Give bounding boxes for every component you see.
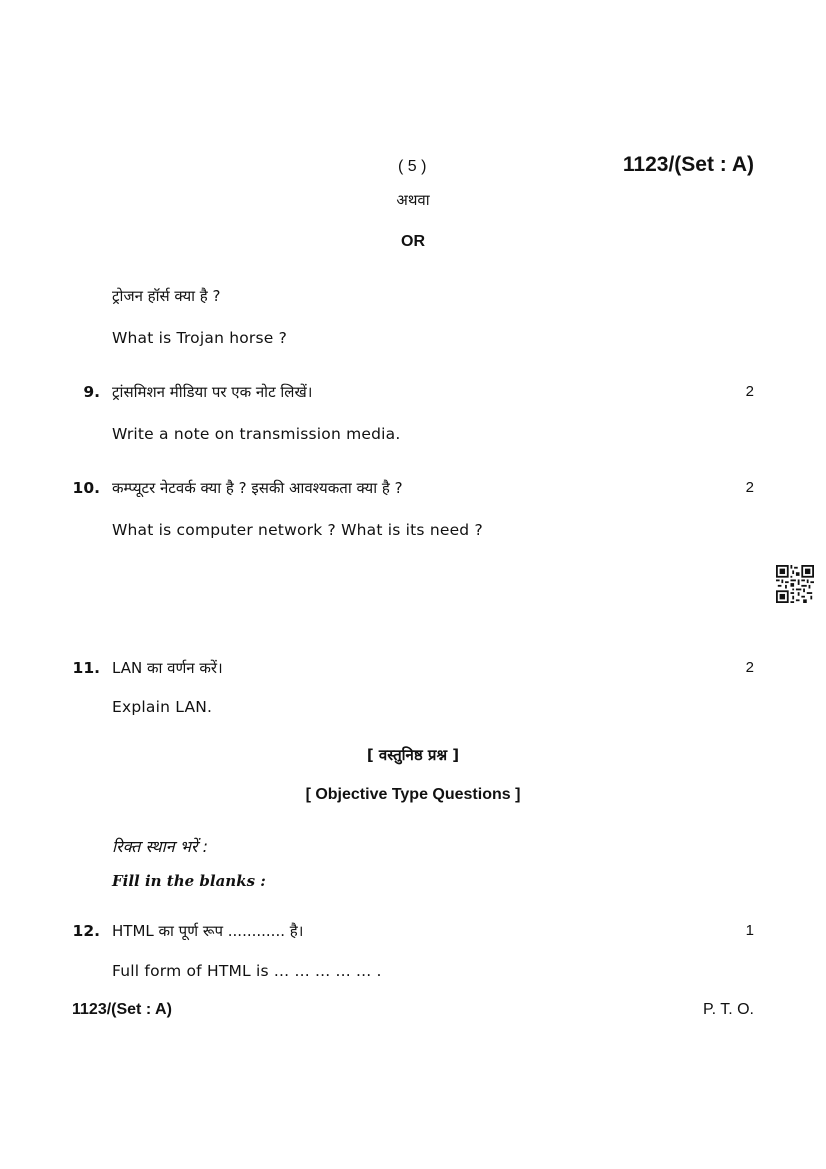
instruction-hindi: रिक्त स्थान भरें : bbox=[112, 837, 208, 856]
question-marks: 2 bbox=[745, 383, 754, 400]
question-hindi: HTML का पूर्ण रूप ............ है। bbox=[112, 922, 304, 940]
or-hindi: अथवा bbox=[396, 191, 430, 209]
question-number: 9. bbox=[83, 383, 100, 401]
pto-label: P. T. O. bbox=[703, 1001, 754, 1018]
question-number: 10. bbox=[72, 479, 100, 497]
alt-question-english: What is Trojan horse ? bbox=[112, 329, 288, 347]
instruction-english: Fill in the blanks : bbox=[112, 872, 266, 890]
question-hindi: LAN का वर्णन करें। bbox=[112, 659, 223, 677]
question-marks: 2 bbox=[745, 659, 754, 676]
section-title-hindi: [ वस्तुनिष्ठ प्रश्न ] bbox=[366, 746, 460, 764]
question-english: Write a note on transmission media. bbox=[112, 425, 401, 443]
question-english: Explain LAN. bbox=[112, 698, 213, 716]
or-english: OR bbox=[401, 233, 425, 250]
question-number: 11. bbox=[72, 659, 100, 677]
question-english: What is computer network ? What is its need ? bbox=[112, 521, 483, 539]
question-number: 12. bbox=[72, 922, 100, 940]
question-marks: 1 bbox=[745, 922, 754, 939]
question-marks: 2 bbox=[745, 479, 754, 496]
question-english: Full form of HTML is ... ... ... ... ... . bbox=[112, 962, 382, 980]
alt-question-hindi: ट्रोजन हॉर्स क्या है ? bbox=[112, 287, 221, 305]
paper-code-header: 1123/(Set : A) bbox=[622, 153, 754, 176]
section-title-english: [ Objective Type Questions ] bbox=[305, 786, 521, 803]
question-hindi: ट्रांसमिशन मीडिया पर एक नोट लिखें। bbox=[112, 383, 313, 401]
paper-code-footer: 1123/(Set : A) bbox=[72, 1001, 172, 1018]
question-hindi: कम्प्यूटर नेटवर्क क्या है ? इसकी आवश्यकता क्या है ? bbox=[112, 479, 403, 497]
page-number: ( 5 ) bbox=[398, 158, 427, 175]
qr-code-icon bbox=[776, 565, 814, 603]
